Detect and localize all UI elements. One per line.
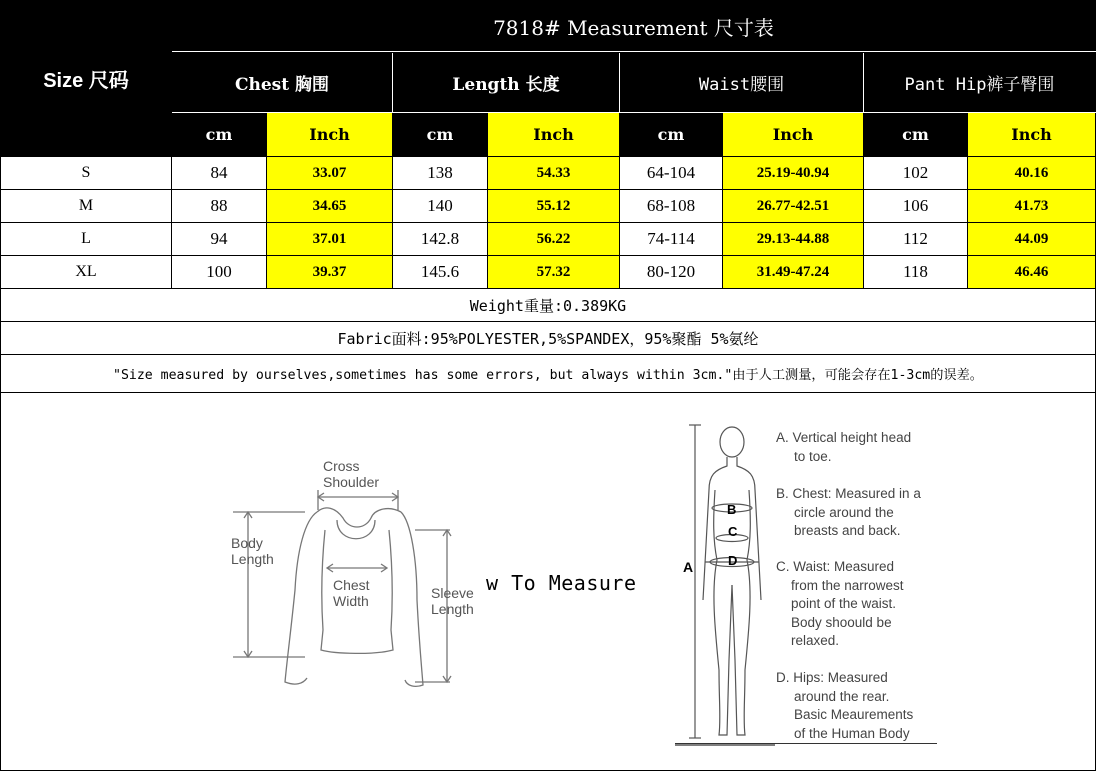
size-cell: XL bbox=[75, 263, 97, 280]
cell-text: 41.73 bbox=[1014, 197, 1049, 214]
cell-text: 56.22 bbox=[536, 230, 571, 247]
marker-a: A bbox=[683, 559, 694, 575]
group-header-chest bbox=[172, 53, 393, 113]
annotation-a-line2: to toe. bbox=[794, 448, 832, 464]
chart-title bbox=[172, 0, 1096, 53]
annotation-b-line2: circle around the bbox=[794, 504, 894, 520]
annotation-c-line4: Body shoould be bbox=[791, 614, 892, 630]
unit-label: cm bbox=[902, 125, 929, 144]
unit-chest-inch bbox=[267, 113, 393, 157]
marker-b: B bbox=[727, 502, 737, 517]
unit-label: Inch bbox=[1011, 125, 1052, 144]
weight-text: Weight重量:0.389KG bbox=[469, 296, 627, 315]
size-cell: L bbox=[81, 230, 91, 247]
cell-text: 25.19-40.94 bbox=[756, 164, 830, 181]
marker-c: C bbox=[728, 524, 738, 539]
unit-label: Inch bbox=[772, 125, 814, 144]
table-cell bbox=[620, 157, 723, 190]
cell-text: 74-114 bbox=[647, 229, 695, 248]
annotation-c bbox=[776, 558, 904, 651]
unit-length-cm bbox=[393, 113, 488, 157]
table-cell bbox=[393, 157, 488, 190]
table-cell bbox=[620, 256, 723, 289]
cell-text: 84 bbox=[210, 163, 228, 182]
cell-text: 29.13-44.88 bbox=[756, 230, 830, 247]
table-cell bbox=[620, 190, 723, 223]
cell-text: 39.37 bbox=[312, 263, 347, 280]
cell-text: 31.49-47.24 bbox=[756, 263, 830, 280]
cell-text: 80-120 bbox=[646, 262, 696, 281]
annotation-c-line2: from the narrowest bbox=[791, 577, 904, 593]
annotation-d-line4: of the Human Body bbox=[794, 725, 910, 741]
row-size-s bbox=[0, 157, 172, 190]
table-cell bbox=[267, 256, 393, 289]
size-header-label: Size 尺码 bbox=[43, 70, 129, 92]
table-cell bbox=[393, 223, 488, 256]
shirt-measure-diagram bbox=[225, 450, 505, 695]
sleeve-length-label-2: Length bbox=[431, 601, 474, 617]
disclaimer-row bbox=[0, 355, 1096, 393]
group-hip-label: Pant Hip裤子臀围 bbox=[904, 75, 1055, 95]
cell-text: 112 bbox=[903, 229, 928, 248]
group-waist-label: Waist腰围 bbox=[698, 75, 785, 95]
cell-text: 37.01 bbox=[312, 230, 347, 247]
table-cell bbox=[864, 190, 968, 223]
table-cell bbox=[723, 190, 864, 223]
marker-d: D bbox=[728, 553, 738, 568]
body-length-label-2: Length bbox=[231, 551, 274, 567]
table-cell bbox=[488, 223, 620, 256]
body-length-label-1: Body bbox=[231, 535, 263, 551]
table-cell bbox=[267, 223, 393, 256]
table-cell bbox=[620, 223, 723, 256]
table-cell bbox=[172, 256, 267, 289]
unit-label: Inch bbox=[309, 125, 350, 144]
cell-text: 118 bbox=[903, 262, 928, 281]
cell-text: 64-104 bbox=[646, 163, 696, 182]
unit-length-inch bbox=[488, 113, 620, 157]
chart-title-text: 7818# Measurement 尺寸表 bbox=[493, 16, 774, 40]
group-header-hip bbox=[864, 53, 1096, 113]
table-cell bbox=[172, 157, 267, 190]
table-cell bbox=[723, 223, 864, 256]
cell-text: 94 bbox=[210, 229, 228, 248]
annotation-d bbox=[776, 669, 913, 743]
table-cell bbox=[393, 190, 488, 223]
annotation-d-line3: Basic Meaurements bbox=[794, 707, 914, 722]
unit-label: cm bbox=[657, 125, 685, 144]
group-header-length bbox=[393, 53, 620, 113]
table-cell bbox=[864, 157, 968, 190]
annotation-d-line1: D. Hips: Measured bbox=[776, 670, 888, 685]
cell-text: 44.09 bbox=[1014, 230, 1049, 247]
row-size-m bbox=[0, 190, 172, 223]
cell-text: 145.6 bbox=[420, 262, 460, 281]
unit-waist-inch bbox=[723, 113, 864, 157]
annotation-a bbox=[776, 429, 911, 466]
cell-text: 33.07 bbox=[312, 164, 347, 181]
table-cell bbox=[968, 157, 1096, 190]
annotation-c-line5: relaxed. bbox=[791, 633, 840, 648]
cell-text: 142.8 bbox=[420, 229, 460, 248]
cell-text: 68-108 bbox=[646, 196, 696, 215]
cell-text: 46.46 bbox=[1014, 263, 1049, 280]
table-cell bbox=[968, 223, 1096, 256]
group-length-label: Length 长度 bbox=[452, 75, 560, 95]
row-size-xl bbox=[0, 256, 172, 289]
unit-waist-cm bbox=[620, 113, 723, 157]
disclaimer-text: "Size measured by ourselves,sometimes has some errors, but always within 3cm."由于人工测量，可能会存在1-3cm的误差。 bbox=[113, 368, 983, 383]
table-cell bbox=[488, 157, 620, 190]
annotation-c-line1: C. Waist: Measured bbox=[776, 559, 895, 574]
cell-text: 100 bbox=[206, 262, 232, 281]
row-size-l bbox=[0, 223, 172, 256]
table-cell bbox=[864, 256, 968, 289]
body-outline bbox=[675, 425, 775, 745]
cell-text: 140 bbox=[427, 196, 453, 215]
cell-text: 26.77-42.51 bbox=[756, 197, 830, 214]
title-divider bbox=[172, 51, 1096, 52]
annotation-d-line2: around the rear. bbox=[794, 688, 890, 704]
table-cell bbox=[488, 190, 620, 223]
cell-text: 54.33 bbox=[536, 164, 571, 181]
table-cell bbox=[864, 223, 968, 256]
table-cell bbox=[723, 157, 864, 190]
body-baseline bbox=[675, 743, 937, 744]
table-cell bbox=[172, 190, 267, 223]
table-cell bbox=[968, 256, 1096, 289]
group-chest-label: Chest 胸围 bbox=[234, 75, 330, 95]
table-cell bbox=[393, 256, 488, 289]
cross-shoulder-label-1: Cross bbox=[323, 458, 360, 474]
annotation-b bbox=[776, 485, 921, 541]
annotation-c-line3: point of the waist. bbox=[791, 596, 897, 611]
how-to-measure-heading bbox=[486, 571, 637, 595]
unit-label: cm bbox=[426, 125, 454, 144]
chest-width-label-2: Width bbox=[333, 593, 369, 609]
group-header-waist bbox=[620, 53, 864, 113]
fabric-row bbox=[0, 322, 1096, 355]
annotation-b-line3: breasts and back. bbox=[794, 523, 901, 538]
cell-text: 57.32 bbox=[536, 263, 571, 280]
cell-text: 138 bbox=[427, 163, 453, 182]
table-cell bbox=[488, 256, 620, 289]
table-cell bbox=[172, 223, 267, 256]
annotation-b-line1: B. Chest: Measured in a bbox=[776, 486, 921, 501]
table-cell bbox=[267, 190, 393, 223]
cell-text: 34.65 bbox=[312, 197, 347, 214]
unit-label: cm bbox=[205, 125, 233, 144]
unit-hip-inch bbox=[968, 113, 1096, 157]
cell-text: 88 bbox=[210, 196, 228, 215]
unit-hip-cm bbox=[864, 113, 968, 157]
cell-text: 106 bbox=[902, 196, 929, 215]
cell-text: 102 bbox=[902, 163, 929, 182]
size-cell: M bbox=[78, 197, 94, 214]
how-to-measure-text: w To Measure bbox=[486, 571, 637, 595]
chest-width-label-1: Chest bbox=[333, 577, 370, 593]
table-cell bbox=[267, 157, 393, 190]
annotation-a-line1: A. Vertical height head bbox=[776, 430, 912, 445]
sleeve-length-label-1: Sleeve bbox=[431, 585, 474, 601]
cell-text: 40.16 bbox=[1014, 164, 1049, 181]
weight-row bbox=[0, 289, 1096, 322]
unit-chest-cm bbox=[172, 113, 267, 157]
table-cell bbox=[968, 190, 1096, 223]
cross-shoulder-label-2: Shoulder bbox=[323, 474, 380, 490]
size-cell: S bbox=[81, 164, 91, 181]
size-header bbox=[0, 0, 172, 157]
cell-text: 55.12 bbox=[536, 197, 571, 214]
body-measure-diagram bbox=[675, 420, 775, 750]
unit-label: Inch bbox=[533, 125, 574, 144]
fabric-text: Fabric面料:95%POLYESTER,5%SPANDEX，95%聚酯 5%氨纶 bbox=[337, 329, 759, 348]
table-cell bbox=[723, 256, 864, 289]
